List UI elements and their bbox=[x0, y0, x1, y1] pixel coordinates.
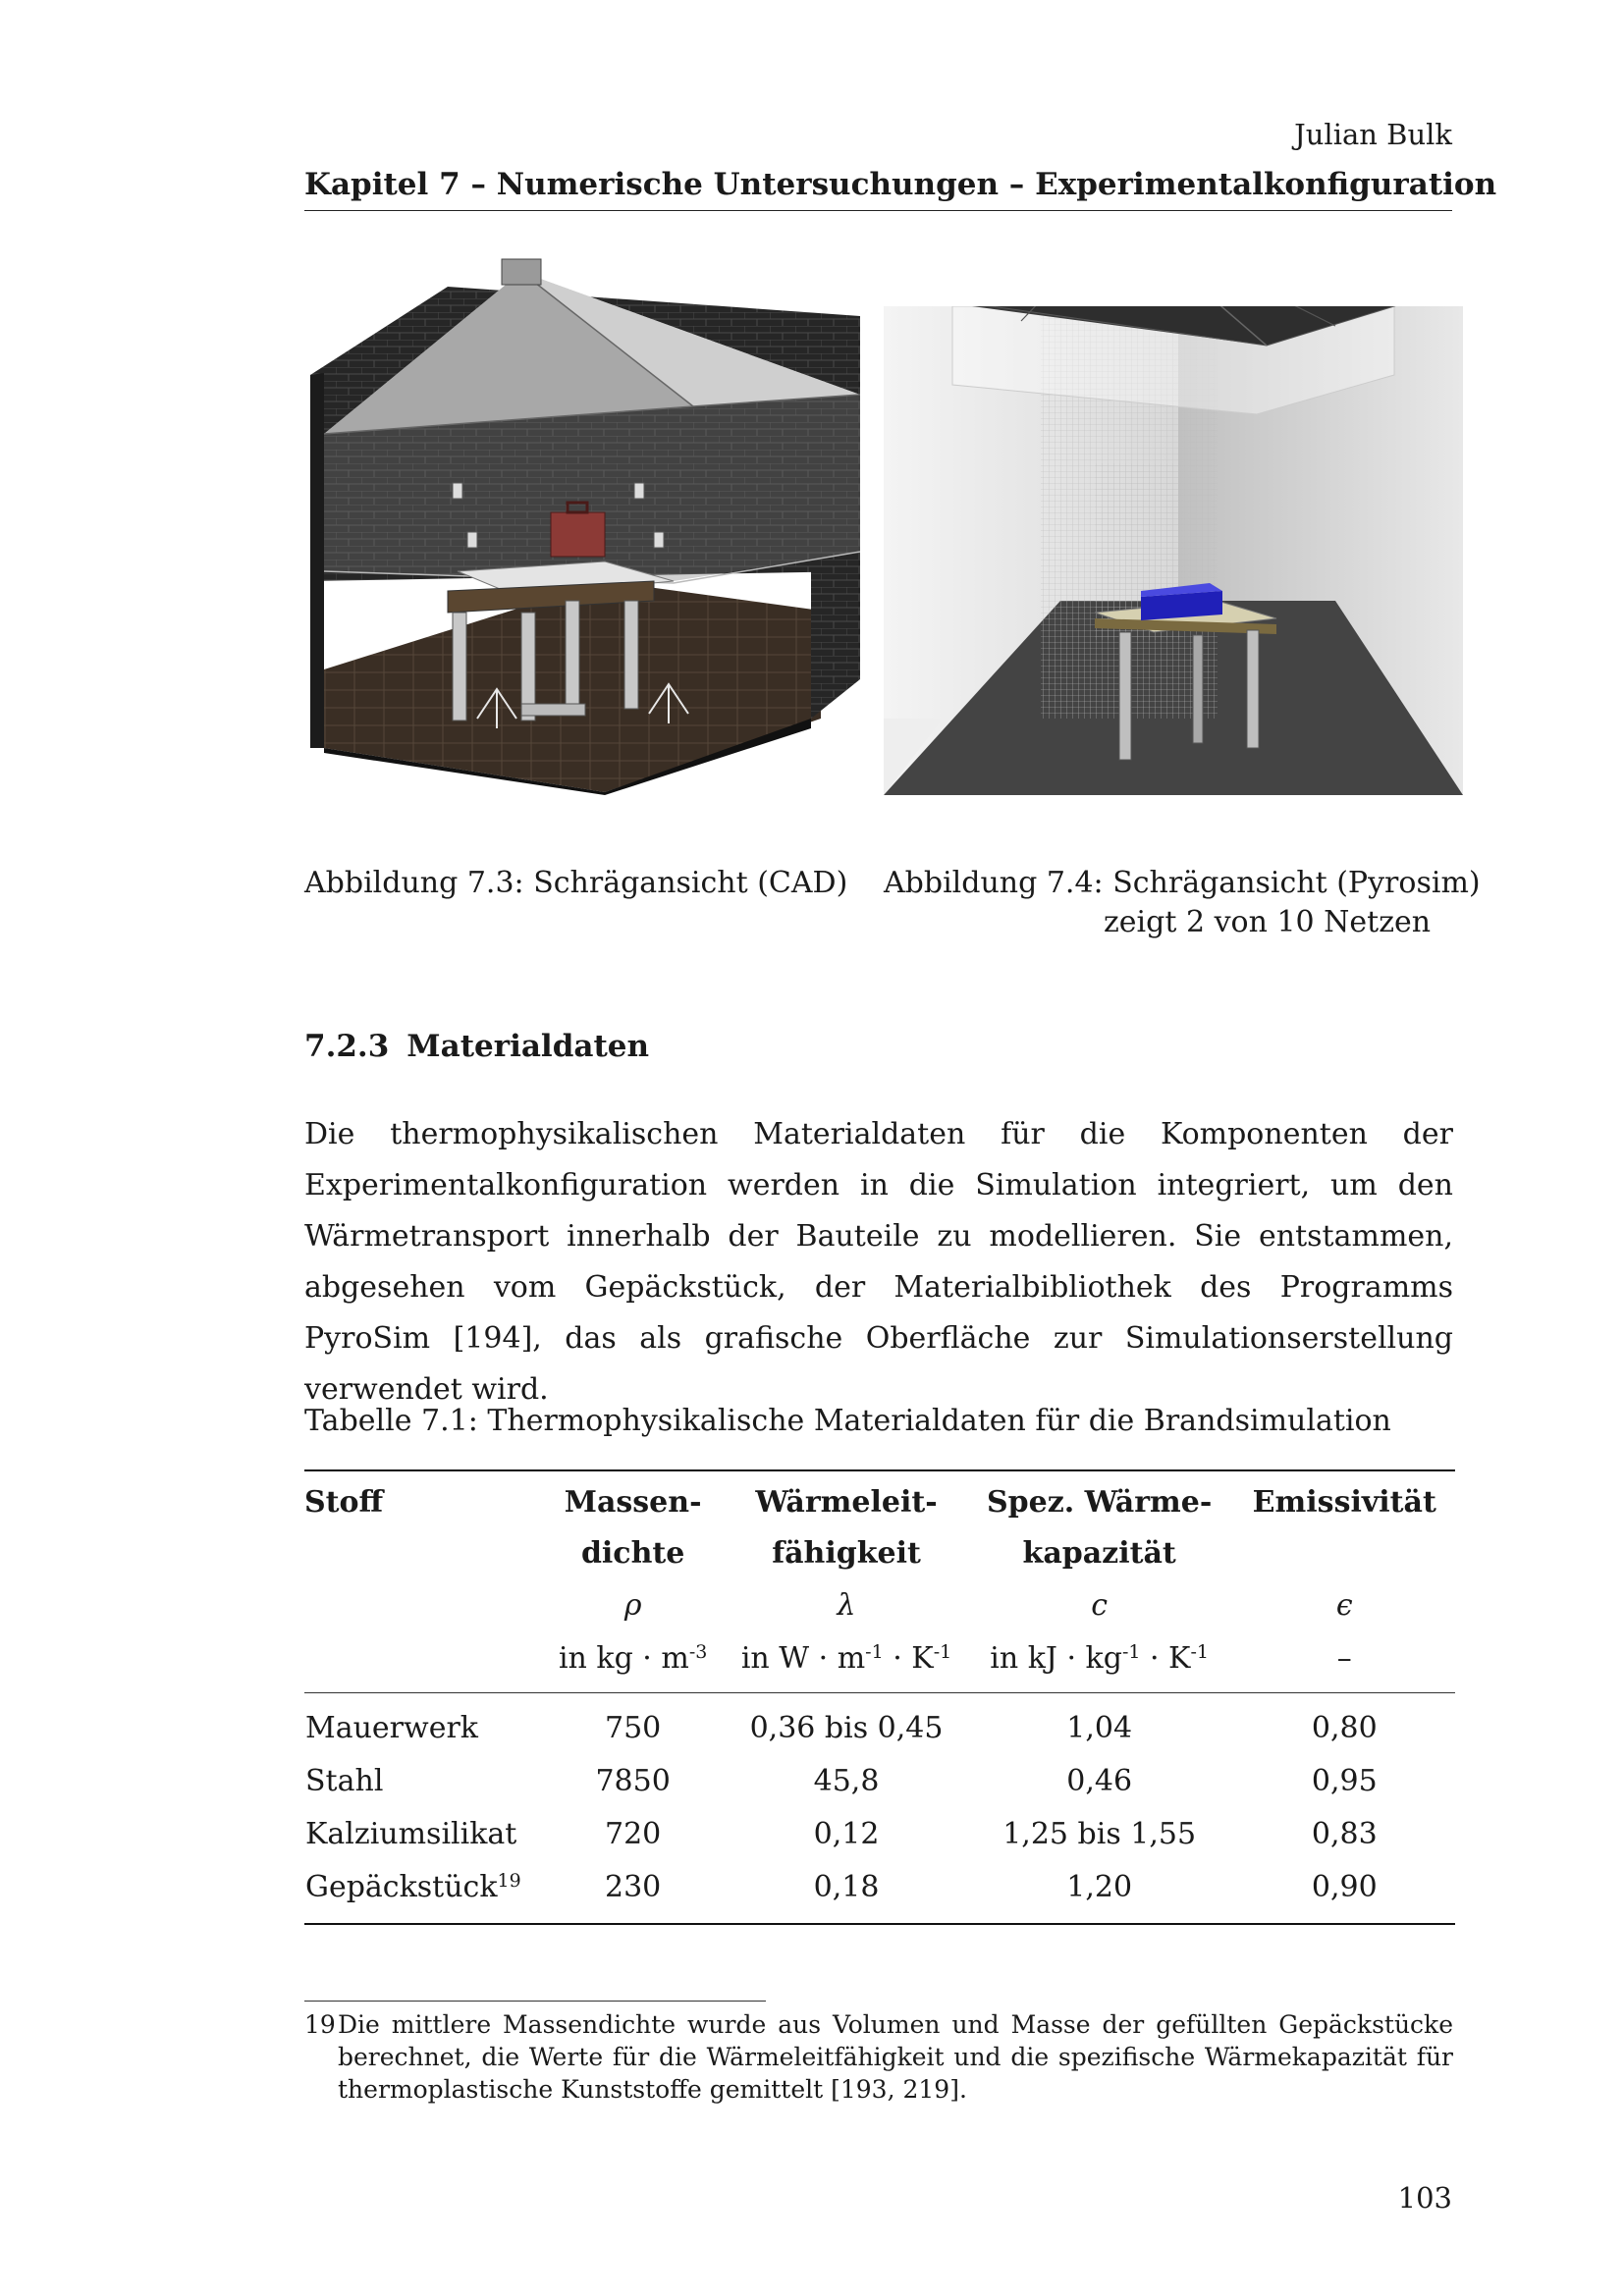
running-header-author: Julian Bulk bbox=[1294, 118, 1452, 151]
page-number: 103 bbox=[1397, 2181, 1452, 2215]
header-stoff: Stoff bbox=[304, 1485, 384, 1520]
header-massendichte: Massen- dichte bbox=[564, 1485, 702, 1571]
table-row: Gepäckstück$^{19}$ 230 0,18 1,20 0,90 bbox=[304, 1861, 1455, 1924]
unit-massendichte: in kg · $m^{-3}$ bbox=[558, 1641, 708, 1676]
figure-7-4-caption-line2: zeigt 2 von 10 Netzen bbox=[1104, 905, 1432, 939]
footnote-number: 19 bbox=[304, 2010, 336, 2039]
table-row: Mauerwerk 750 0,36 bis 0,45 1,04 0,80 bbox=[305, 1711, 1378, 1745]
table-caption: Tabelle 7.1: Thermophysikalische Materialdaten für die Brandsimulation bbox=[304, 1404, 1391, 1438]
header-waermekapazitaet: Spez. Wärme- kapazität bbox=[987, 1485, 1213, 1571]
section-number: 7.2.3 bbox=[304, 1029, 390, 1064]
figure-7-3-caption: Abbildung 7.3: Schrägansicht (CAD) bbox=[304, 866, 848, 900]
table-unit-row bbox=[304, 1632, 1455, 1693]
figure-pyrosim-oblique-view bbox=[884, 306, 1463, 795]
header-emissivitaet: Emissivität bbox=[1252, 1485, 1436, 1520]
footnote-rule bbox=[304, 2001, 766, 2002]
running-header-chapter: Kapitel 7 – Numerische Untersuchungen – Experimentalkonfiguration bbox=[304, 167, 1452, 211]
symbol-epsilon: ϵ bbox=[1335, 1588, 1353, 1623]
section-heading bbox=[304, 1029, 649, 1064]
symbol-lambda: λ bbox=[837, 1588, 856, 1623]
table-symbol-row bbox=[304, 1579, 1455, 1632]
table-header-row bbox=[304, 1470, 1455, 1579]
table-row: Stahl 7850 45,8 0,46 0,95 bbox=[305, 1764, 1378, 1798]
footnote-marker: 19 bbox=[497, 1870, 521, 1892]
section-title: Materialdaten bbox=[406, 1029, 650, 1064]
pyrosim-render-illustration bbox=[884, 306, 1463, 795]
figure-cad-oblique-view bbox=[310, 257, 860, 795]
symbol-rho: ρ bbox=[623, 1588, 642, 1623]
cad-render-illustration bbox=[310, 257, 860, 795]
body-paragraph: Die thermophysikalischen Materialdaten für die Komponenten der Experimentalkonfiguration werden in die Simulation integriert, um den Wärmetransport innerhalb der Bauteile zu modellieren. Sie entstammen, abgesehen vom Gepäckstück, der Materialbibliothek des Programms PyroSim [194], das als grafische Oberfläche zur Simulationserstellung verwendet wird. bbox=[304, 1117, 1453, 1407]
figure-7-4-caption-line1: Abbildung 7.4: Schrägansicht (Pyrosim) bbox=[884, 866, 1481, 900]
header-waermeleitfaehigkeit: Wärmeleit- fähigkeit bbox=[755, 1485, 938, 1571]
footnote-text: Die mittlere Massendichte wurde aus Volumen und Masse der gefüllten Gepäckstücke berechnet, die Werte für die Wärmeleitfähigkeit und die spezifische Wärmekapazität für thermoplastische Kunststoffe gemittelt [193, 219]. bbox=[338, 2010, 1453, 2104]
table-row: Kalziumsilikat 720 0,12 1,25 bis 1,55 0,83 bbox=[305, 1817, 1378, 1851]
symbol-c: c bbox=[1091, 1588, 1109, 1623]
unit-waermeleitfaehigkeit: in $W \cdot m^{-1} \cdot K^{-1}$ bbox=[740, 1641, 952, 1676]
figure-7-4-caption bbox=[884, 864, 1481, 942]
footnote bbox=[304, 2008, 1453, 2106]
unit-waermekapazitaet: in kJ · $kg^{-1} \cdot K^{-1}$ bbox=[990, 1641, 1209, 1676]
row-name-with-footnote: Gepäckstück$^{19}$ bbox=[305, 1870, 521, 1904]
unit-emissivitaet: – bbox=[1336, 1641, 1352, 1676]
material-data-table bbox=[304, 1469, 1455, 1925]
